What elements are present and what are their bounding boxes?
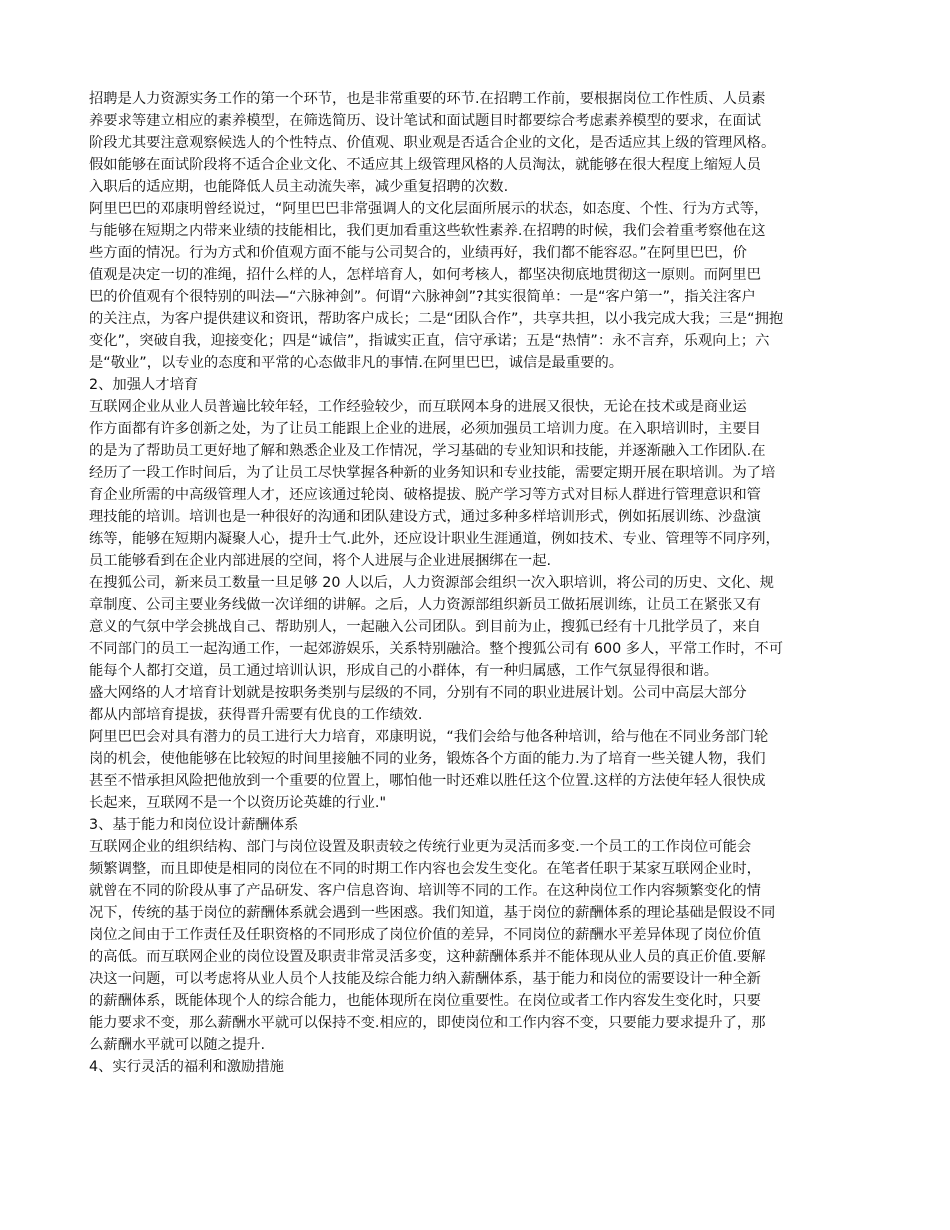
text-line: 值观是决定一切的准绳，招什么样的人，怎样培育人，如何考核人，都坚决彻底地贯彻这一原则。而阿里巴 [89, 267, 761, 283]
text-line: 岗位之间由于工作责任及任职资格的不同形成了岗位价值的差异，不同岗位的薪酬水平差异体现了岗位价值 [89, 927, 761, 943]
text-line: 些方面的情况。行为方式和价值观方面不能与公司契合的，业绩再好，我们都不能容忍。”在阿里巴巴，价 [89, 245, 747, 261]
text-line: 互联网企业的组织结构、部门与岗位设置及职责较之传统行业更为灵活而多变.一个员工的工作岗位可能会 [89, 839, 752, 855]
text-line: 不同部门的员工一起沟通工作，一起郊游娱乐，关系特别融洽。整个搜狐公司有 600 多人，平常工作时，不可 [89, 641, 784, 657]
paragraph [89, 396, 867, 572]
text-line: 经历了一段工作时间后，为了让员工尽快掌握各种新的业务知识和专业技能，需要定期开展在职培训。为了培 [89, 465, 776, 481]
text-line: 决这一问题，可以考虑将从业人员个人技能及综合能力纳入薪酬体系，基于能力和岗位的需要设计一种全新 [89, 971, 761, 987]
paragraph [89, 836, 867, 1056]
text-line: 入职后的适应期，也能降低人员主动流失率，减少重复招聘的次数. [89, 179, 509, 195]
text-line: 阿里巴巴的邓康明曾经说过，“阿里巴巴非常强调人的文化层面所展示的状态，如态度、个性、行为方式等， [89, 201, 769, 217]
text-line: 互联网企业从业人员普遍比较年轻，工作经验较少，而互联网本身的进展又很快，无论在技术或是商业运 [89, 399, 747, 415]
text-line: 在搜狐公司，新来员工数量一旦足够 20 人以后，人力资源部会组织一次入职培训，将公司的历史、文化、规 [89, 575, 774, 591]
text-line: 养要求等建立相应的素养模型，在筛选简历、设计笔试和面试题目时都要综合考虑素养模型的要求，在面试 [89, 113, 761, 129]
text-line: 理技能的培训。培训也是一种很好的沟通和团队建设方式，通过多种多样培训形式，例如拓展训练、沙盘演 [89, 509, 761, 525]
text-line: 长起来，互联网不是一个以资历论英雄的行业." [89, 795, 387, 811]
paragraph [89, 572, 867, 682]
heading-text: 3、基于能力和岗位设计薪酬体系 [89, 817, 299, 833]
text-line: 育企业所需的中高级管理人才，还应该通过轮岗、破格提拔、脱产学习等方式对目标人群进行管理意识和管 [89, 487, 761, 503]
text-line: 变化”，突破自我，迎接变化；四是“诚信”，指诚实正直，信守承诺；五是“热情”：永不言弃，乐观向上；六 [89, 333, 770, 349]
text-line: 招聘是人力资源实务工作的第一个环节，也是非常重要的环节.在招聘工作前，要根据岗位工作性质、人员素 [89, 91, 766, 107]
heading-text: 2、加强人才培育 [89, 377, 199, 393]
text-line: 是“敬业”，以专业的态度和平常的心态做非凡的事情.在阿里巴巴，诚信是最重要的。 [89, 355, 624, 371]
text-line: 都从内部培育提拔，获得晋升需要有优良的工作绩效. [89, 707, 423, 723]
text-line: 的高低。而互联网企业的岗位设置及职责非常灵活多变，这种薪酬体系并不能体现从业人员的真正价值.要解 [89, 949, 766, 965]
text-line: 练等，能够在短期内凝聚人心，提升士气.此外，还应设计职业生涯通道，例如技术、专业、管理等不同序列， [89, 531, 780, 547]
text-line: 的关注点，为客户提供建议和资讯，帮助客户成长；二是“团队合作”，共享共担，以小我完成大我；三是“拥抱 [89, 311, 784, 327]
text-line: 频繁调整，而且即使是相同的岗位在不同的时期工作内容也会发生变化。在笔者任职于某家互联网企业时， [89, 861, 761, 877]
text-line: 能每个人都打交道，员工通过培训认识，形成自己的小群体，有一种归属感，工作气氛显得很和谐。 [89, 663, 719, 679]
paragraph [89, 88, 867, 198]
text-line: 意义的气氛中学会挑战自己、帮助别人，一起融入公司团队。到目前为止，搜狐已经有十几批学员了，来自 [89, 619, 761, 635]
document-page [89, 88, 867, 1078]
text-line: 就曾在不同的阶段从事了产品研发、客户信息咨询、培训等不同的工作。在这种岗位工作内容频繁变化的情 [89, 883, 761, 899]
heading-text: 4、实行灵活的福利和激励措施 [89, 1059, 284, 1075]
paragraph [89, 726, 867, 814]
text-line: 作方面都有许多创新之处，为了让员工能跟上企业的进展，必须加强员工培训力度。在入职培训时，主要目 [89, 421, 761, 437]
section-heading [89, 374, 867, 396]
text-line: 么薪酬水平就可以随之提升. [89, 1037, 266, 1053]
text-line: 况下，传统的基于岗位的薪酬体系就会遇到一些困惑。我们知道，基于岗位的薪酬体系的理论基础是假设不同 [89, 905, 776, 921]
text-line: 阿里巴巴会对具有潜力的员工进行大力培育，邓康明说，“我们会给与他各种培训，给与他在不同业务部门轮 [89, 729, 769, 745]
text-line: 能力要求不变，那么薪酬水平就可以保持不变.相应的，即使岗位和工作内容不变，只要能力要求提升了，那 [89, 1015, 766, 1031]
text-line: 阶段尤其要注意观察候选人的个性特点、价值观、职业观是否适合企业的文化，是否适应其上级的管理风格。 [89, 135, 776, 151]
text-line: 与能够在短期之内带来业绩的技能相比，我们更加看重这些软性素养.在招聘的时候，我们会着重考察他在这 [89, 223, 766, 239]
paragraph [89, 198, 867, 374]
section-heading [89, 814, 867, 836]
section-heading [89, 1056, 867, 1078]
text-line: 甚至不惜承担风险把他放到一个重要的位置上，哪怕他一时还难以胜任这个位置.这样的方法使年轻人很快成 [89, 773, 766, 789]
text-line: 的是为了帮助员工更好地了解和熟悉企业及工作情况，学习基础的专业知识和技能，并逐渐融入工作团队.在 [89, 443, 766, 459]
text-line: 的薪酬体系，既能体现个人的综合能力，也能体现所在岗位重要性。在岗位或者工作内容发生变化时，只要 [89, 993, 761, 1009]
text-line: 假如能够在面试阶段将不适合企业文化、不适应其上级管理风格的人员淘汰，就能够在很大程度上缩短人员 [89, 157, 761, 173]
paragraph [89, 682, 867, 726]
text-line: 盛大网络的人才培育计划就是按职务类别与层级的不同，分别有不同的职业进展计划。公司中高层大部分 [89, 685, 747, 701]
text-line: 巴的价值观有个很特别的叫法—“六脉神剑”。何谓“六脉神剑”?其实很简单：一是“客户第一”，指关注客户 [89, 289, 756, 305]
text-line: 岗的机会，使他能够在比较短的时间里接触不同的业务，锻炼各个方面的能力.为了培育一些关键人物，我们 [89, 751, 766, 767]
text-line: 员工能够看到在企业内部进展的空间，将个人进展与企业进展捆绑在一起. [89, 553, 552, 569]
text-line: 章制度、公司主要业务线做一次详细的讲解。之后，人力资源部组织新员工做拓展训练，让员工在紧张又有 [89, 597, 761, 613]
